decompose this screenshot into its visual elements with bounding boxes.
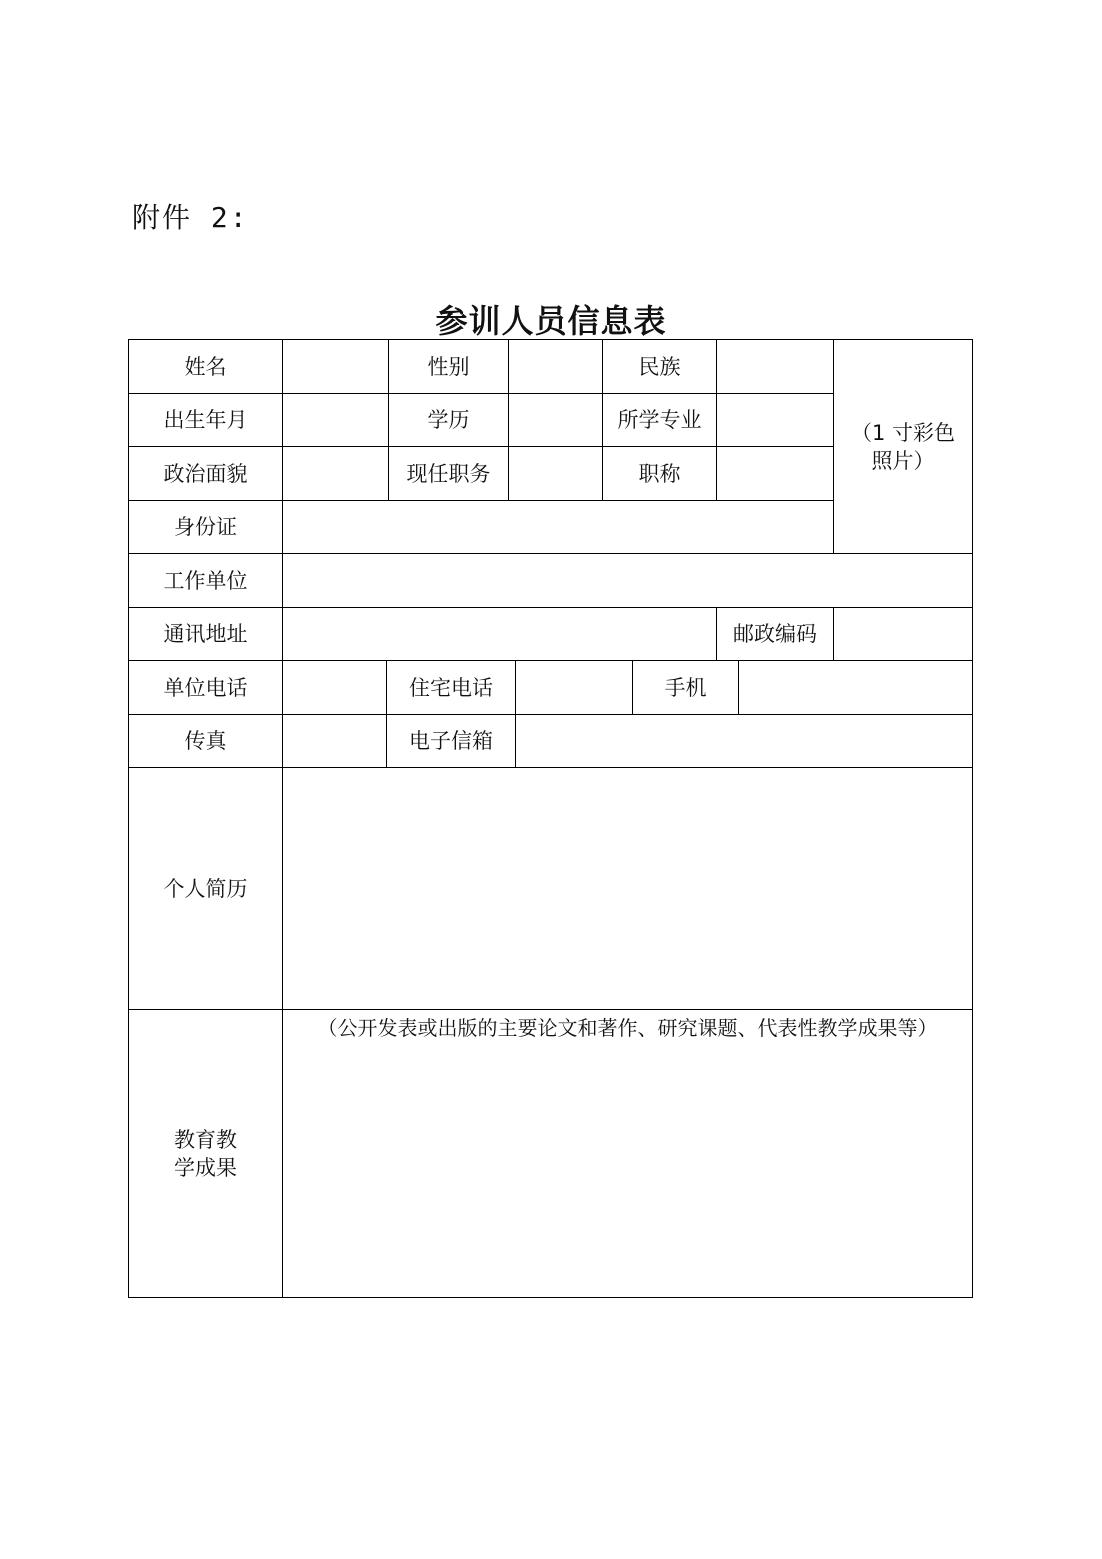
achievements-label: 教育教学成果	[129, 1010, 283, 1297]
position-label: 现任职务	[389, 447, 509, 501]
name-field[interactable]	[283, 340, 389, 394]
mobile-label: 手机	[633, 661, 739, 715]
email-label: 电子信箱	[387, 715, 516, 768]
achievements-field[interactable]	[283, 1010, 972, 1297]
political-label: 政治面貌	[129, 447, 283, 501]
address-field[interactable]	[283, 608, 717, 661]
photo-area[interactable]	[834, 340, 972, 554]
attachment-label: 附件 2:	[132, 201, 249, 234]
postcode-field[interactable]	[834, 608, 972, 661]
birth-field[interactable]	[283, 394, 389, 447]
workplace-field[interactable]	[283, 554, 972, 608]
address-label: 通讯地址	[129, 608, 283, 661]
resume-label: 个人简历	[129, 768, 283, 1010]
workplace-label: 工作单位	[129, 554, 283, 608]
home-phone-label: 住宅电话	[387, 661, 516, 715]
name-label: 姓名	[129, 340, 283, 394]
id-label: 身份证	[129, 501, 283, 554]
fax-label: 传真	[129, 715, 283, 768]
gender-field[interactable]	[509, 340, 603, 394]
office-phone-field[interactable]	[283, 661, 387, 715]
political-field[interactable]	[283, 447, 389, 501]
major-label: 所学专业	[603, 394, 717, 447]
page-title: 参训人员信息表	[435, 302, 667, 340]
ethnicity-field[interactable]	[717, 340, 834, 394]
birth-label: 出生年月	[129, 394, 283, 447]
title-label: 职称	[603, 447, 717, 501]
id-field[interactable]	[283, 501, 834, 554]
home-phone-field[interactable]	[516, 661, 633, 715]
ethnicity-label: 民族	[603, 340, 717, 394]
education-field[interactable]	[509, 394, 603, 447]
email-field[interactable]	[516, 715, 972, 768]
gender-label: 性别	[389, 340, 509, 394]
postcode-label: 邮政编码	[717, 608, 834, 661]
photo-note: （1 寸彩色照片）	[850, 420, 956, 473]
mobile-field[interactable]	[739, 661, 972, 715]
title-field[interactable]	[717, 447, 834, 501]
education-label: 学历	[389, 394, 509, 447]
info-form-table	[128, 339, 973, 1298]
achievements-hint: （公开发表或出版的主要论文和著作、研究课题、代表性教学成果等）	[317, 1016, 938, 1040]
resume-field[interactable]	[283, 768, 972, 1010]
office-phone-label: 单位电话	[129, 661, 283, 715]
position-field[interactable]	[509, 447, 603, 501]
fax-field[interactable]	[283, 715, 387, 768]
major-field[interactable]	[717, 394, 834, 447]
